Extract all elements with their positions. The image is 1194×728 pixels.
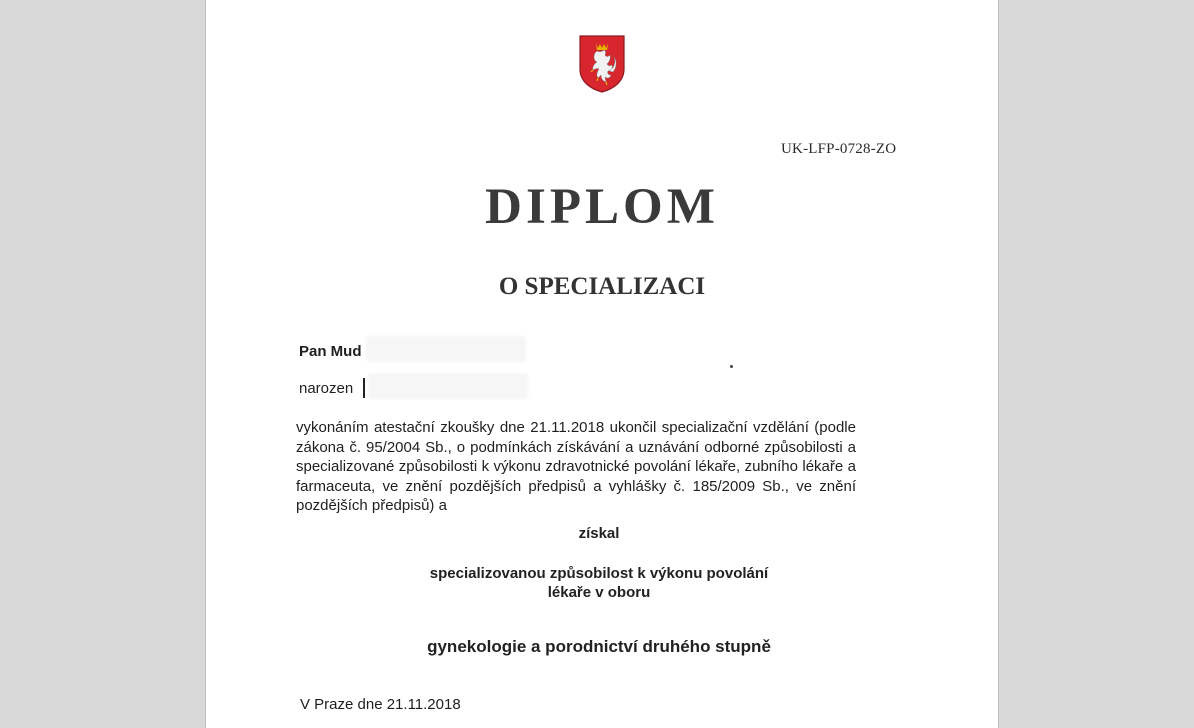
redacted-name (366, 336, 526, 362)
recipient-name-label: Pan Mud (299, 343, 362, 360)
specialization-field: gynekologie a porodnictví druhého stupně (427, 637, 771, 656)
birth-date-label: narozen (299, 380, 354, 397)
specialization-line-2: lékaře v oboru (547, 584, 651, 601)
document-subtitle: O SPECIALIZACI (498, 273, 706, 300)
document-reference-number: UK-LFP-0728-ZO (781, 141, 897, 157)
obtained-label: získal (578, 525, 620, 542)
diploma-body-text: vykonáním atestační zkoušky dne 21.11.2018 ukončil specializační vzdělání (podle zákona č. 95/2004 Sb., o podmínkách získávání a uznávání odborné způsobilosti a specializované způsobilosti k výkonu zdravotnické povolání lékaře, zubního lékaře a farmaceuta, ve znění pozdějších předpisů a vyhlášky č. 185/2009 Sb., ve znění pozdějších předpisů) a (296, 419, 856, 514)
stray-mark (730, 365, 733, 368)
specialization-line-1: specializovanou způsobilost k výkonu povolání (429, 565, 769, 582)
document-page (206, 0, 998, 728)
place-and-date: V Praze dne 21.11.2018 (300, 696, 461, 713)
text-cursor (363, 378, 365, 398)
redacted-birth-date (368, 373, 528, 399)
document-title: DIPLOM (485, 179, 719, 235)
czech-lion-emblem-icon (579, 35, 625, 93)
